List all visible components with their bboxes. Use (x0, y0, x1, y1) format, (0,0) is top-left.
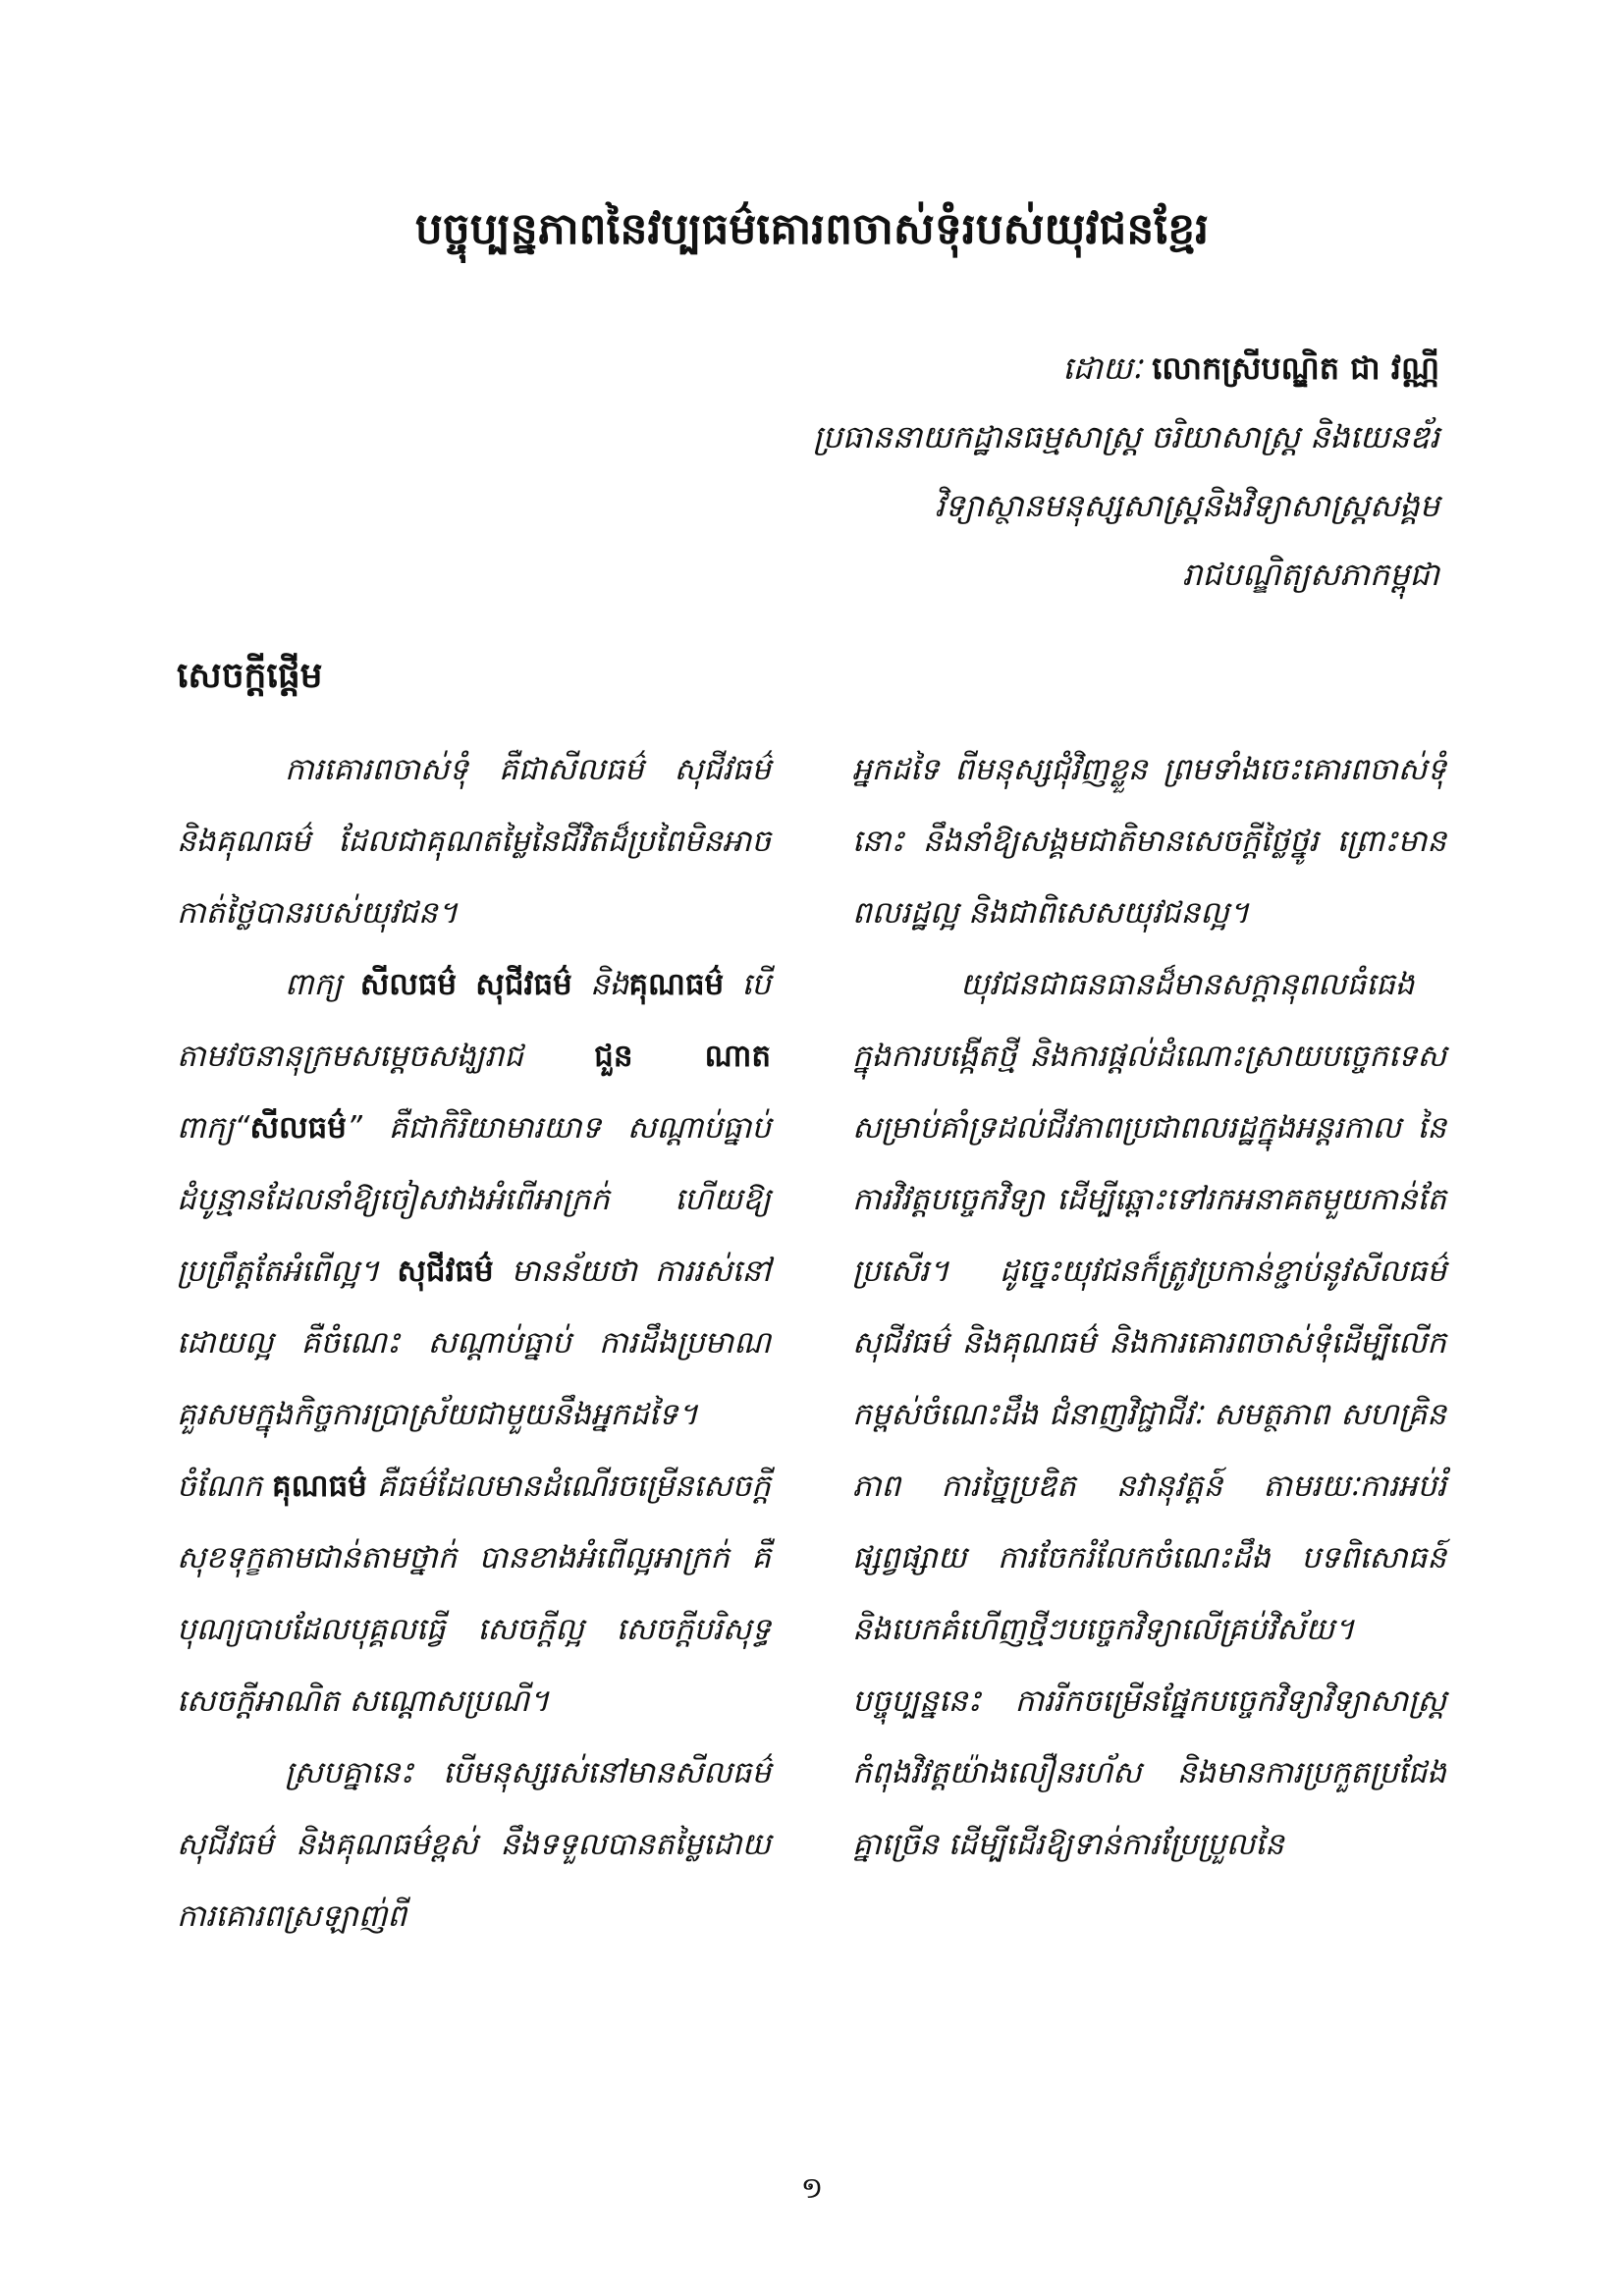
text-column-right (852, 734, 1446, 1881)
paragraph: ស្របគ្នានេះ បើមនុស្សរស់នៅមានសីលធម៌ សុជីវធម៌ និងគុណធម៌ខ្ពស់ នឹងទទួលបានតម្លៃដោយការគោរពស្រឡាញ់ពី (177, 1755, 771, 1934)
byline-prefix: ដោយៈ (1062, 349, 1153, 387)
text-column-left (177, 734, 771, 1952)
section-heading-introduction: សេចក្ដីផ្ដើម (177, 656, 323, 696)
bold-term: គុណធម៌ (271, 1468, 367, 1504)
paragraph: ការគោរពចាស់ទុំ គឺជាសីលធម៌ សុជីវធម៌ និងគុណធម៌ ដែលជាគុណតម្លៃនៃជីវិតដ៏ប្រពៃមិនអាចកាត់ថ្លៃបានរបស់យុវជន។ (177, 752, 771, 931)
text-run: និង (571, 967, 629, 1002)
author-academy: រាជបណ្ឌិត្យសភាកម្ពុជា (1182, 556, 1439, 593)
text-run: បើតាមវចនានុក្រមសម្ដេចសង្ឃរាជ (177, 967, 771, 1074)
bold-term: សីលធម៌ (249, 1110, 347, 1146)
bold-term: គុណធម៌ (628, 967, 725, 1002)
bold-term: សីលធម៌ សុជីវធម៌ (359, 967, 572, 1002)
text-run: ពាក្យ (285, 967, 360, 1002)
text-run: មានន័យថា ការរស់នៅដោយល្អ គឺចំណេះ សណ្ដាប់ធ្នាប់ ការដឹងប្រមាណគួរសមក្នុងកិច្ចការប្រាស្រ័យជាមួយនឹងអ្នកដទៃ។ ចំណែក (177, 1254, 771, 1504)
paragraph-continued: អ្នកដទៃ ពីមនុស្សជុំវិញខ្លួន ព្រមទាំងចេះគោរពចាស់ទុំនោះ នឹងនាំឱ្យសង្គមជាតិមានសេចក្ដីថ្លៃថ្នូរ ព្រោះមានពលរដ្ឋល្អ និងជាពិសេសយុវជនល្អ។ (852, 752, 1446, 931)
page-number: ១ (800, 2171, 824, 2206)
bold-term: សុជីវធម៌ (397, 1254, 494, 1289)
author-byline (458, 334, 1439, 609)
author-position: ប្រធាននាយកដ្ឋានធម្មសាស្ត្រ ចរិយាសាស្ត្រ និងយេនឌ័រ (813, 418, 1439, 455)
paragraph-definitions (177, 949, 771, 1737)
text-run: ពាក្យ“ (177, 1110, 250, 1146)
paragraph: យុវជនជាធនធានដ៏មានសក្ដានុពលធំធេង ក្នុងការបង្កើតថ្មី និងការផ្ដល់ដំណោះស្រាយបច្ចេកទេសសម្រាប់គាំទ្រដល់ជីវភាពប្រជាពលរដ្ឋក្នុងអន្តរកាល នៃការវិវត្តបច្ចេកវិទ្យា ដើម្បីឆ្ពោះទៅរកអនាគតមួយកាន់តែប្រសើរ។ ដូច្នេះយុវជនក៏ត្រូវប្រកាន់ខ្ជាប់នូវសីលធម៌ សុជីវធម៌ និងគុណធម៌ និងការគោរពចាស់ទុំដើម្បីលើកកម្ពស់ចំណេះដឹង ជំនាញវិជ្ជាជីវៈ សមត្ថភាព សហគ្រិនភាព ការច្នៃប្រឌិត នវានុវត្តន៍ តាមរយៈការអប់រំ ផ្សព្វផ្សាយ ការចែករំលែកចំណេះដឹង បទពិសោធន៍ និងបេកគំហើញថ្មីៗបច្ចេកវិទ្យាលើគ្រប់វិស័យ។ បច្ចុប្បន្ននេះ ការរីកចម្រើនផ្នែកបច្ចេកវិទ្យាវិទ្យាសាស្ត្រកំពុងវិវត្តយ៉ាងលឿនរហ័ស និងមានការប្រកួតប្រជែងគ្នាច្រើន ដើម្បីដើរឱ្យទាន់ការប្រែប្រួលនៃ (852, 967, 1446, 1862)
text-run: គឺធម៌ដែលមានដំណើរចម្រើនសេចក្ដីសុខទុក្ខតាមជាន់តាមថ្នាក់ បានខាងអំពើល្អអាក្រក់ គឺបុណ្យបាបដែលបុគ្គលធ្វើ សេចក្ដីល្អ សេចក្ដីបរិសុទ្ធ សេចក្ដីអាណិត សណ្ដោសប្រណី។ (177, 1468, 771, 1719)
text-run: ” គឺជាកិរិយាមារយាទ សណ្ដាប់ធ្នាប់ ដំបូន្មានដែលនាំឱ្យចៀសវាងអំពើអាក្រក់ ហើយឱ្យប្រព្រឹត្តតែអំពើល្អ។ (177, 1110, 771, 1289)
author-name: លោកស្រីបណ្ឌិត ជា វណ្ណី (1152, 349, 1439, 387)
byline-author-line (458, 334, 1439, 402)
author-institute: វិទ្យាស្ថានមនុស្សសាស្ត្រនិងវិទ្យាសាស្ត្រសង្គម (935, 487, 1439, 524)
bold-term: ជួន ណាត (594, 1039, 771, 1074)
article-title: បច្ចុប្បន្នភាពនៃវប្បធម៌គោរពចាស់ទុំរបស់យុវជនខ្មែរ (414, 204, 1210, 254)
